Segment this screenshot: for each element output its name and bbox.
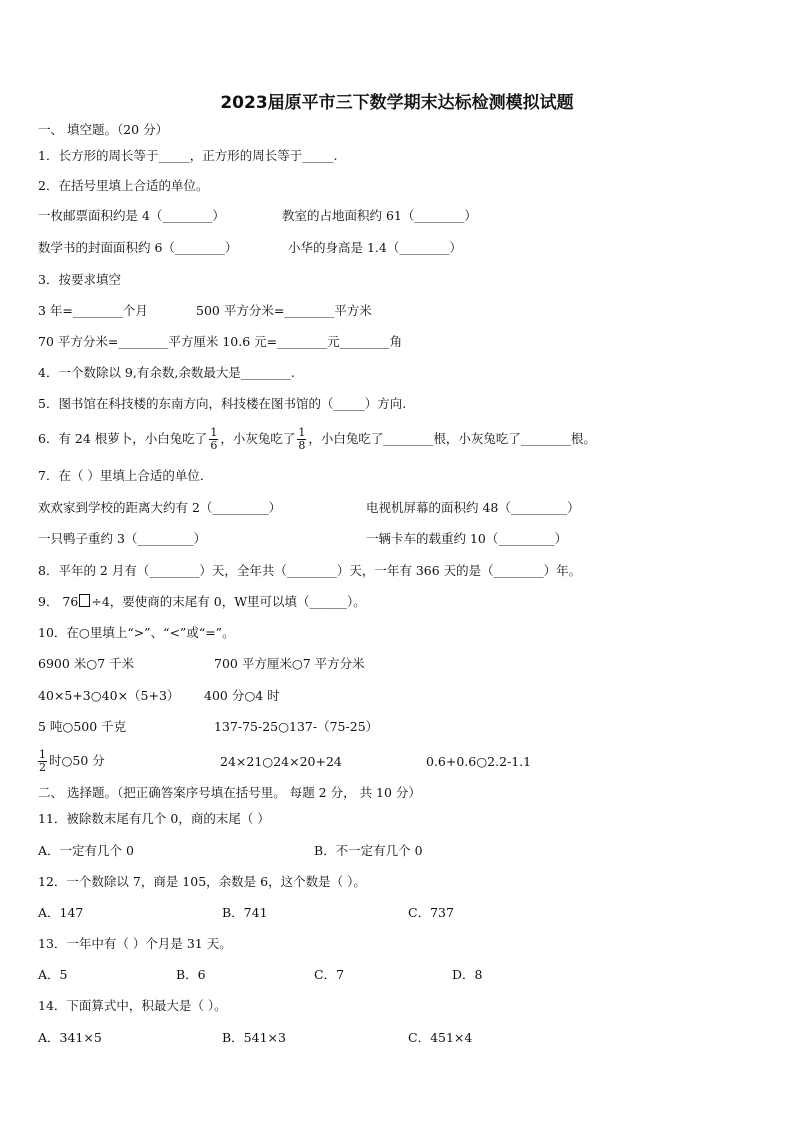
question-7: 7．在（ ）里填上合适的单位． <box>38 468 213 483</box>
question-8: 8．平年的 2 月有（________）天，全年共（________）天，一年有 366 天的是（________）年。 <box>38 563 582 578</box>
question-10f: 137-75-25○137-（75-25） <box>214 719 379 734</box>
question-12: 12．一个数除以 7，商是 105，余数是 6，这个数是（ ）。 <box>38 874 366 889</box>
question-13-option-d: D．8 <box>452 967 483 982</box>
question-7c: 一只鸭子重约 3（_________） <box>38 531 207 546</box>
question-13-option-a: A．5 <box>38 967 68 982</box>
question-2a: 一枚邮票面积约是 4（________） <box>38 208 225 223</box>
fraction-numerator: 1 <box>39 748 46 761</box>
question-11-option-a: A．一定有几个 0 <box>38 843 134 858</box>
question-6-part1: 6．有 24 根萝卜，小白兔吃了 <box>38 431 208 446</box>
question-9-part1: 9． 76 <box>38 594 79 609</box>
question-13-option-c: C．7 <box>314 967 345 982</box>
question-10e: 5 吨○500 千克 <box>38 719 127 734</box>
question-6-part2: ，小灰兔吃了 <box>220 431 296 446</box>
question-14-option-b: B．541×3 <box>222 1030 286 1045</box>
page-title: 2023届原平市三下数学期末达标检测模拟试题 <box>220 93 574 113</box>
question-6-part3: ，小白兔吃了________根，小灰兔吃了________根。 <box>308 431 596 446</box>
question-10d: 400 分○4 时 <box>204 688 280 703</box>
question-13: 13．一年中有（ ）个月是 31 天。 <box>38 936 232 951</box>
blank-box-icon <box>79 594 90 607</box>
fraction-denominator: 8 <box>298 439 306 452</box>
question-9-part2: ÷4，要使商的末尾有 0，W里可以填（______）。 <box>91 594 366 609</box>
section-two-heading: 二、 选择题。（把正确答案序号填在括号里。 每题 2 分， 共 10 分） <box>38 785 421 800</box>
question-3: 3．按要求填空 <box>38 272 121 287</box>
question-10g-text: 时○50 分 <box>49 753 105 768</box>
question-12-option-c: C．737 <box>408 905 454 920</box>
question-12-option-a: A．147 <box>38 905 84 920</box>
question-3b: 500 平方分米=________平方米 <box>196 303 372 318</box>
question-10h: 24×21○24×20+24 <box>220 754 342 769</box>
question-7a: 欢欢家到学校的距离大约有 2（_________） <box>38 500 282 515</box>
question-10b: 700 平方厘米○7 平方分米 <box>214 656 365 671</box>
question-3a: 3 年=________个月 <box>38 303 148 318</box>
question-9 <box>38 594 366 610</box>
fraction-one-eighth <box>297 427 306 452</box>
fraction-denominator: 2 <box>39 761 46 774</box>
question-4: 4．一个数除以 9,有余数,余数最大是________. <box>38 365 295 380</box>
fraction-one-half <box>38 749 47 774</box>
fraction-one-sixth <box>209 427 218 452</box>
fraction-numerator: 1 <box>210 426 218 439</box>
question-5: 5．图书馆在科技楼的东南方向，科技楼在图书馆的（_____）方向. <box>38 396 407 411</box>
question-10: 10．在○里填上“>”、“<”或“=”。 <box>38 625 235 640</box>
question-10c: 40×5+3○40×（5+3） <box>38 688 180 703</box>
question-10a: 6900 米○7 千米 <box>38 656 135 671</box>
fraction-numerator: 1 <box>298 426 306 439</box>
question-6 <box>38 426 596 452</box>
question-1: 1．长方形的周长等于_____，正方形的周长等于_____. <box>38 148 338 163</box>
question-12-option-b: B．741 <box>222 905 268 920</box>
question-14-option-c: C．451×4 <box>408 1030 473 1045</box>
question-10g <box>38 744 105 778</box>
question-2: 2．在括号里填上合适的单位。 <box>38 178 209 193</box>
question-11: 11．被除数末尾有几个 0，商的末尾（ ） <box>38 811 270 826</box>
fraction-denominator: 6 <box>210 439 218 452</box>
question-2d: 小华的身高是 1.4（________） <box>288 240 462 255</box>
question-2b: 教室的占地面积约 61（________） <box>282 208 477 223</box>
question-10i: 0.6+0.6○2.2-1.1 <box>426 754 532 769</box>
question-13-option-b: B．6 <box>176 967 206 982</box>
question-3c: 70 平方分米=________平方厘米 10.6 元=________元________角 <box>38 334 403 349</box>
question-11-option-b: B．不一定有几个 0 <box>314 843 423 858</box>
question-14-option-a: A．341×5 <box>38 1030 102 1045</box>
section-one-heading: 一、 填空题。（20 分） <box>38 122 169 137</box>
question-7d: 一辆卡车的载重约 10（_________） <box>366 531 568 546</box>
question-14: 14．下面算式中，积最大是（ ）。 <box>38 998 227 1013</box>
question-2c: 数学书的封面面积约 6（________） <box>38 240 238 255</box>
question-7b: 电视机屏幕的面积约 48（_________） <box>366 500 580 515</box>
